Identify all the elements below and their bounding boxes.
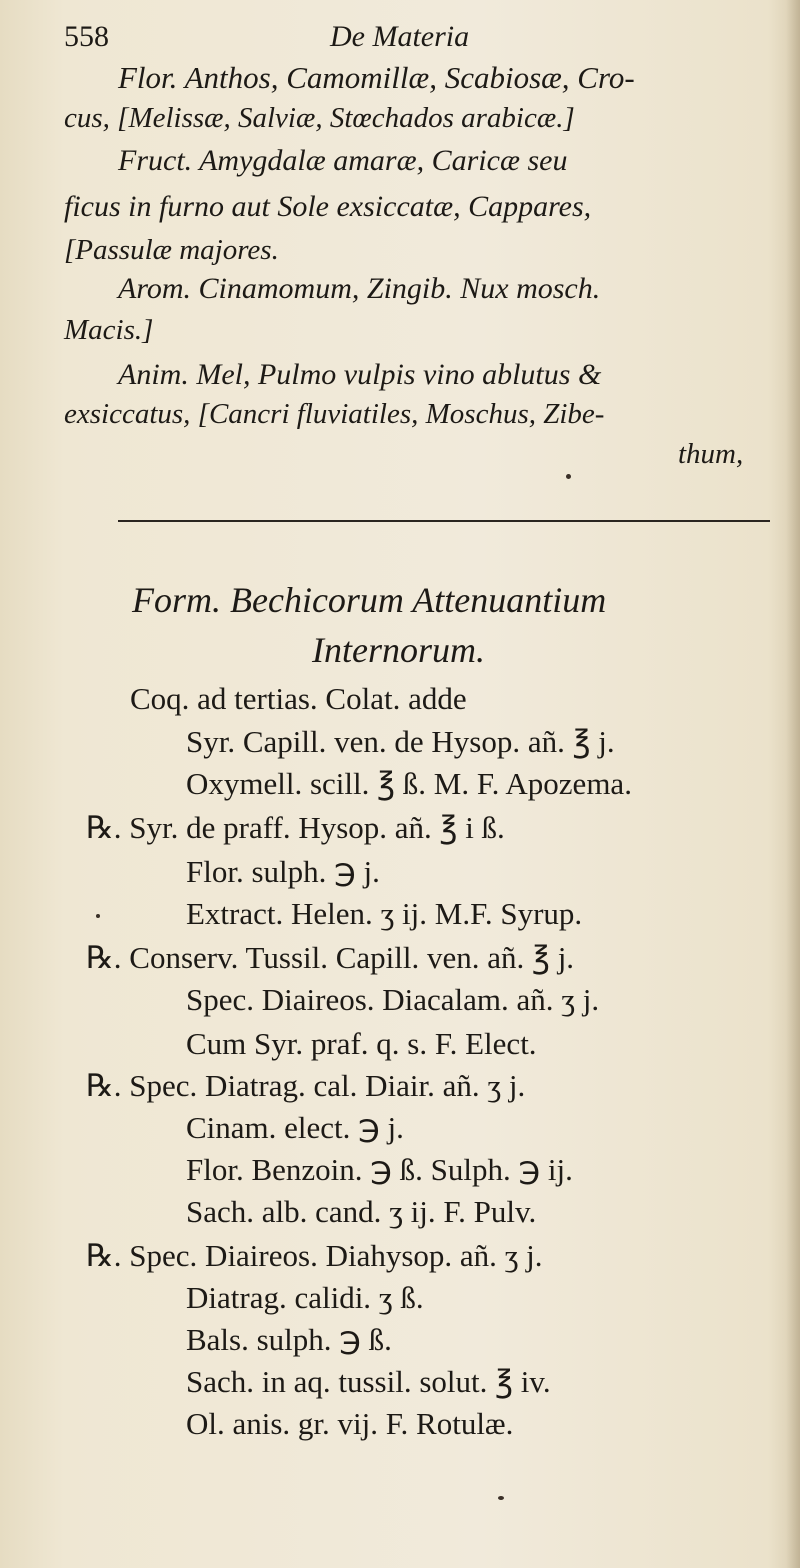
recipe-line: Cum Syr. praf. q. s. F. Elect. [186,1026,537,1061]
recipe-line: Coq. ad tertias. Colat. adde [130,681,467,716]
section-title-continued: Internorum. [312,630,485,670]
recipe-line: ℞. Syr. de praff. Hysop. añ. ℥ i ß. [86,810,505,845]
text-line: [Passulæ majores. [64,234,279,266]
recipe-line: Ol. anis. gr. vij. F. Rotulæ. [186,1406,514,1441]
section-title: Form. Bechicorum Attenuantium [132,580,607,620]
recipe-line: ℞. Spec. Diaireos. Diahysop. añ. ʒ j. [86,1238,543,1273]
recipe-line: Syr. Capill. ven. de Hysop. añ. ℥ j. [186,724,615,759]
recipe-line: Extract. Helen. ʒ ij. M.F. Syrup. [186,896,583,931]
recipe-line: Oxymell. scill. ℥ ß. M. F. Apozema. [186,766,632,801]
recipe-line: Flor. Benzoin. ℈ ß. Sulph. ℈ ij. [186,1152,573,1187]
ink-speck [566,474,571,479]
text-line: Arom. Cinamomum, Zingib. Nux mosch. [118,272,601,305]
recipe-line: Diatrag. calidi. ʒ ß. [186,1280,424,1315]
ink-speck [498,1496,504,1500]
section-divider [118,520,770,522]
text-line: Macis.] [64,314,154,346]
recipe-line: ℞. Spec. Diatrag. cal. Diair. añ. ʒ j. [86,1068,526,1103]
recipe-line: Spec. Diaireos. Diacalam. añ. ʒ j. [186,982,600,1017]
running-title: De Materia [330,20,470,53]
recipe-line: Flor. sulph. ℈ j. [186,854,380,889]
text-line: Fruct. Amygdalæ amaræ, Caricæ seu [118,144,568,177]
text-line: ficus in furno aut Sole exsiccatæ, Cappares, [64,190,592,223]
text-line: thum, [678,438,744,470]
recipe-line: Sach. alb. cand. ʒ ij. F. Pulv. [186,1194,537,1229]
recipe-line: ℞. Conserv. Tussil. Capill. ven. añ. ℥ j. [86,940,575,975]
recipe-line: Sach. in aq. tussil. solut. ℥ iv. [186,1364,551,1399]
page-number: 558 [64,20,109,53]
text-line: exsiccatus, [Cancri fluviatiles, Moschus, Zibe- [64,398,605,430]
page-edge-shadow [786,0,800,1568]
recipe-line: Cinam. elect. ℈ j. [186,1110,404,1145]
recipe-line: Bals. sulph. ℈ ß. [186,1322,392,1357]
text-line: Flor. Anthos, Camomillæ, Scabiosæ, Cro- [118,60,635,95]
ink-speck [96,914,100,918]
text-line: Anim. Mel, Pulmo vulpis vino ablutus & [118,358,602,391]
text-line: cus, [Melissæ, Salviæ, Stœchados arabicæ.] [64,102,575,134]
